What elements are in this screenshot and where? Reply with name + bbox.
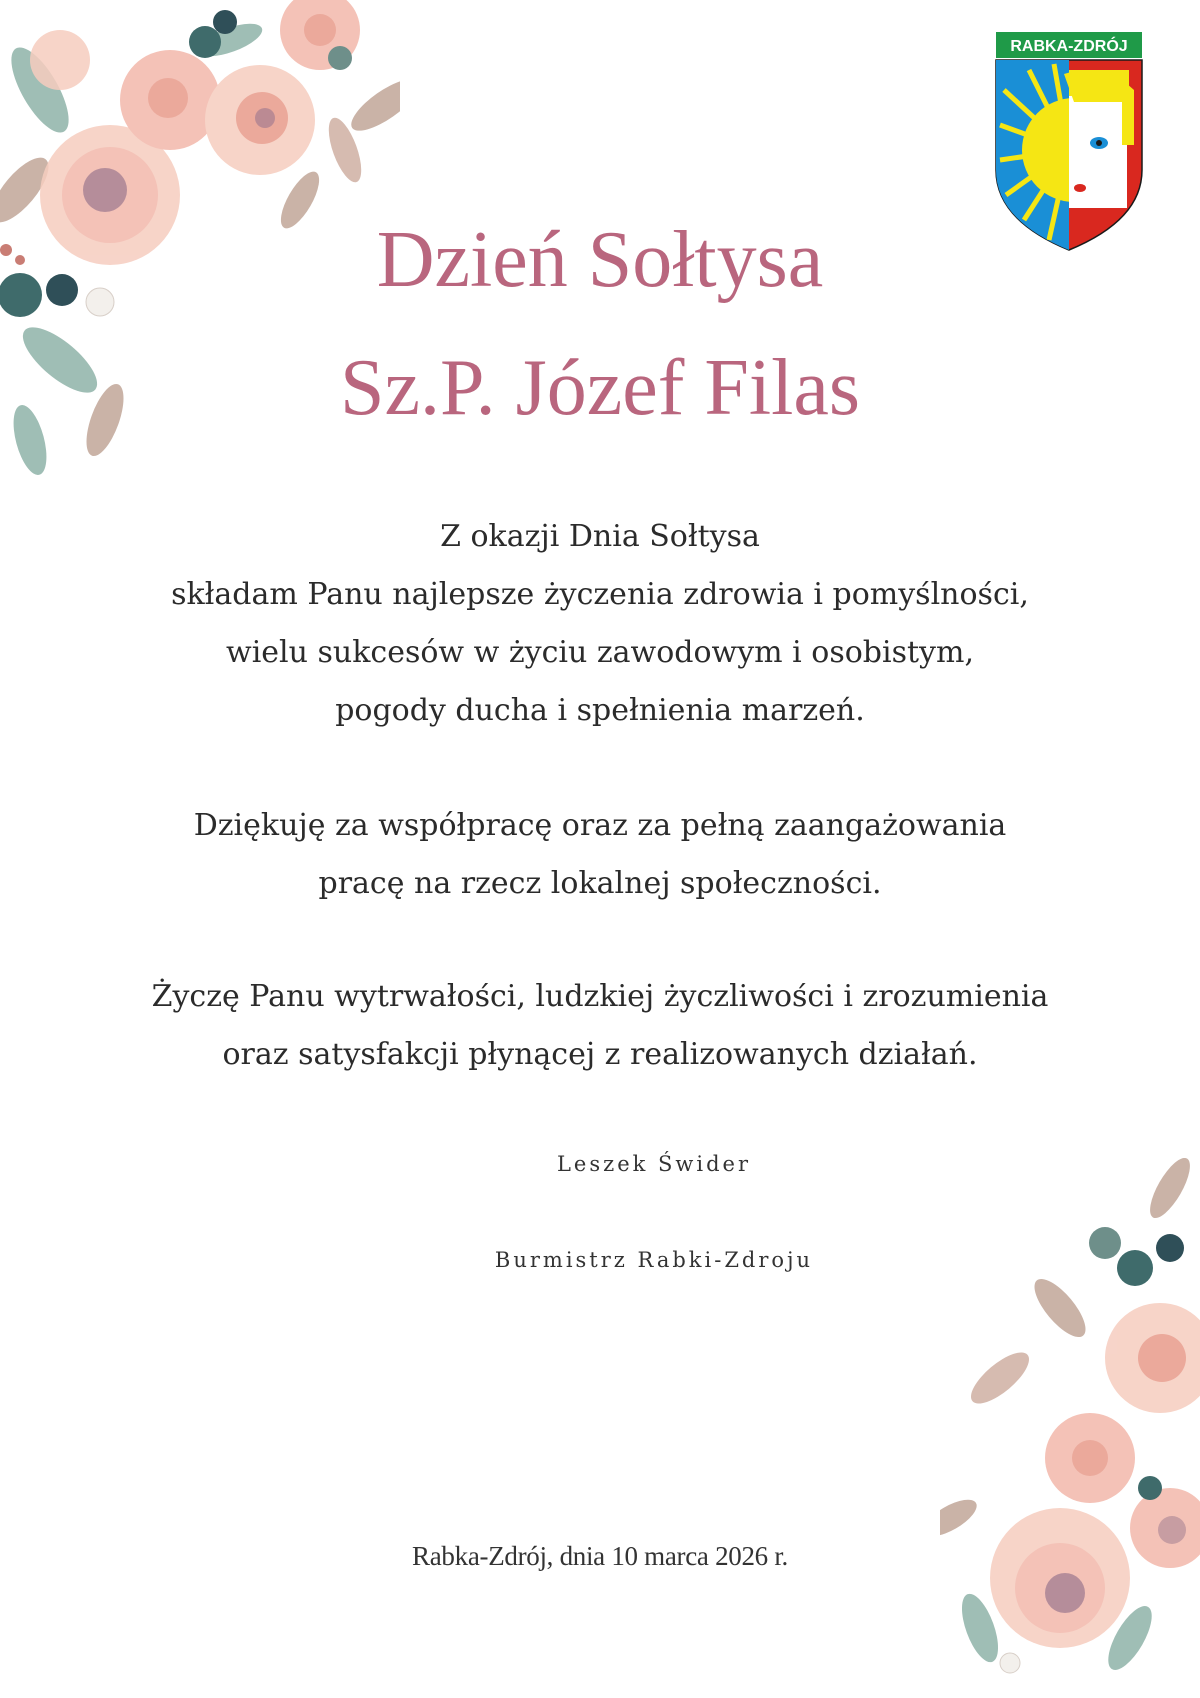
paragraph-line: składam Panu najlepsze życzenia zdrowia i pomyślności, bbox=[171, 577, 1029, 612]
greeting-paragraph-2 bbox=[0, 797, 1200, 913]
signatory-role: Burmistrz Rabki-Zdroju bbox=[494, 1248, 814, 1272]
greeting-paragraph-1 bbox=[0, 508, 1200, 740]
paragraph-line: oraz satysfakcji płynącej z realizowanych działań. bbox=[222, 1037, 978, 1072]
paragraph-line: Z okazji Dnia Sołtysa bbox=[440, 519, 760, 554]
crest-label: RABKA-ZDRÓJ bbox=[1010, 38, 1128, 55]
floral-decoration-bottom-right bbox=[940, 1158, 1200, 1698]
title-line-occasion: Dzień Sołtysa bbox=[376, 216, 824, 304]
paragraph-line: pracę na rzecz lokalnej społeczności. bbox=[318, 866, 882, 901]
document-title bbox=[0, 196, 1200, 452]
paragraph-line: Życzę Panu wytrwałości, ludzkiej życzliwości i zrozumienia bbox=[151, 979, 1049, 1014]
signatory-name: Leszek Świder bbox=[556, 1152, 752, 1176]
paragraph-line: wielu sukcesów w życiu zawodowym i osobistym, bbox=[226, 635, 974, 670]
title-line-recipient: Sz.P. Józef Filas bbox=[340, 344, 860, 432]
place-and-date: Rabka-Zdrój, dnia 10 marca 2026 r. bbox=[412, 1541, 788, 1571]
paragraph-line: pogody ducha i spełnienia marzeń. bbox=[335, 693, 865, 728]
paragraph-line: Dziękuję za współpracę oraz za pełną zaangażowania bbox=[193, 808, 1007, 843]
greeting-paragraph-3 bbox=[0, 968, 1200, 1084]
